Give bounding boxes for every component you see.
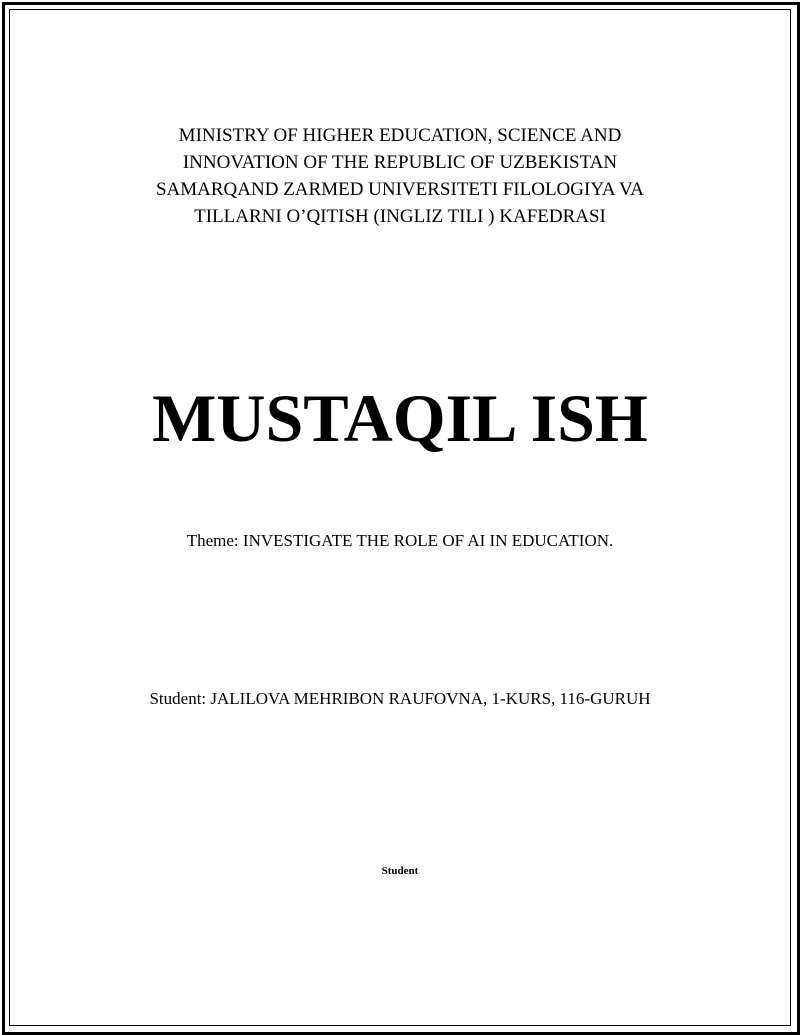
footer-student-label: Student — [381, 865, 419, 877]
theme-line: Theme: INVESTIGATE THE ROLE OF AI IN EDUCATION. — [186, 531, 614, 550]
institution-header — [0, 122, 800, 230]
header-line-4: TILLARNI O’QITISH (INGLIZ TILI ) KAFEDRASI — [194, 206, 606, 227]
header-line-1: MINISTRY OF HIGHER EDUCATION, SCIENCE AND — [178, 125, 622, 146]
student-line: Student: JALILOVA MEHRIBON RAUFOVNA, 1-KURS, 116-GURUH — [149, 689, 651, 708]
header-line-3: SAMARQAND ZARMED UNIVERSITETI FILOLOGIYA VA — [155, 179, 645, 200]
header-line-2: INNOVATION OF THE REPUBLIC OF UZBEKISTAN — [182, 152, 618, 173]
document-title: MUSTAQIL ISH — [152, 380, 648, 456]
